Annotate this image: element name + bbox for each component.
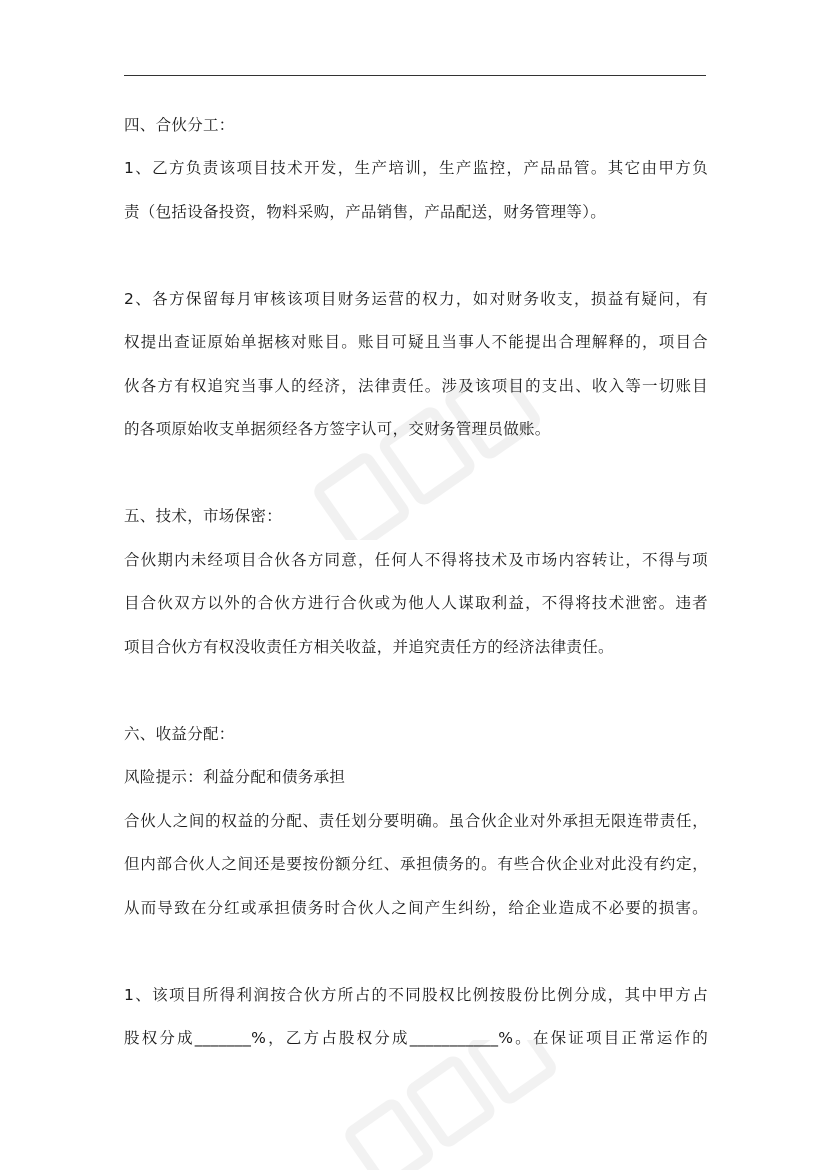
risk-notice: 风险提示：利益分配和债务承担 — [124, 768, 346, 786]
paragraph-line: 目合伙双方以外的合伙方进行合伙或为他人人谋取利益，不得将技术泄密。违者 — [124, 594, 708, 612]
paragraph-line: 的各项原始收支单据须经各方签字认可，交财务管理员做账。 — [124, 420, 551, 438]
paragraph-line: 但内部合伙人之间还是要按份额分红、承担债务的。有些合伙企业对此没有约定， — [124, 855, 708, 873]
paragraph-line: 从而导致在分红或承担债务时合伙人之间产生纠纷，给企业造成不必要的损害。 — [124, 899, 708, 917]
paragraph-line: 权提出查证原始单据核对账目。账目可疑且当事人不能提出合理解释的，项目合 — [124, 333, 708, 351]
header-rule — [124, 75, 706, 76]
section-heading-5: 五、技术，市场保密： — [124, 507, 283, 525]
section-heading-6: 六、收益分配： — [124, 725, 235, 743]
watermark-seal-icon-bottom — [330, 1040, 570, 1170]
paragraph-line: 1、该项目所得利润按合伙方所占的不同股权比例按股份比例分成，其中甲方占 — [124, 986, 708, 1004]
paragraph-line: 合伙期内未经项目合伙各方同意，任何人不得将技术及市场内容转让，不得与项 — [124, 551, 708, 569]
paragraph-line: 合伙人之间的权益的分配、责任划分要明确。虽合伙企业对外承担无限连带责任， — [124, 812, 708, 830]
section-heading-4: 四、合伙分工： — [124, 116, 235, 134]
paragraph-line: 项目合伙方有权没收责任方相关收益，并追究责任方的经济法律责任。 — [124, 638, 614, 656]
paragraph-line: 伙各方有权追究当事人的经济，法律责任。涉及该项目的支出、收入等一切账目 — [124, 377, 708, 395]
paragraph-line: 1、乙方负责该项目技术开发，生产培训，生产监控，产品品管。其它由甲方负 — [124, 159, 708, 177]
paragraph-line: 股权分成_______%，乙方占股权分成___________%。在保证项目正常运作的 — [124, 1029, 708, 1047]
paragraph-line: 2、各方保留每月审核该项目财务运营的权力，如对财务收支，损益有疑问，有 — [124, 290, 708, 308]
paragraph-line: 责（包括设备投资，物料采购，产品销售，产品配送，财务管理等）。 — [124, 203, 607, 221]
